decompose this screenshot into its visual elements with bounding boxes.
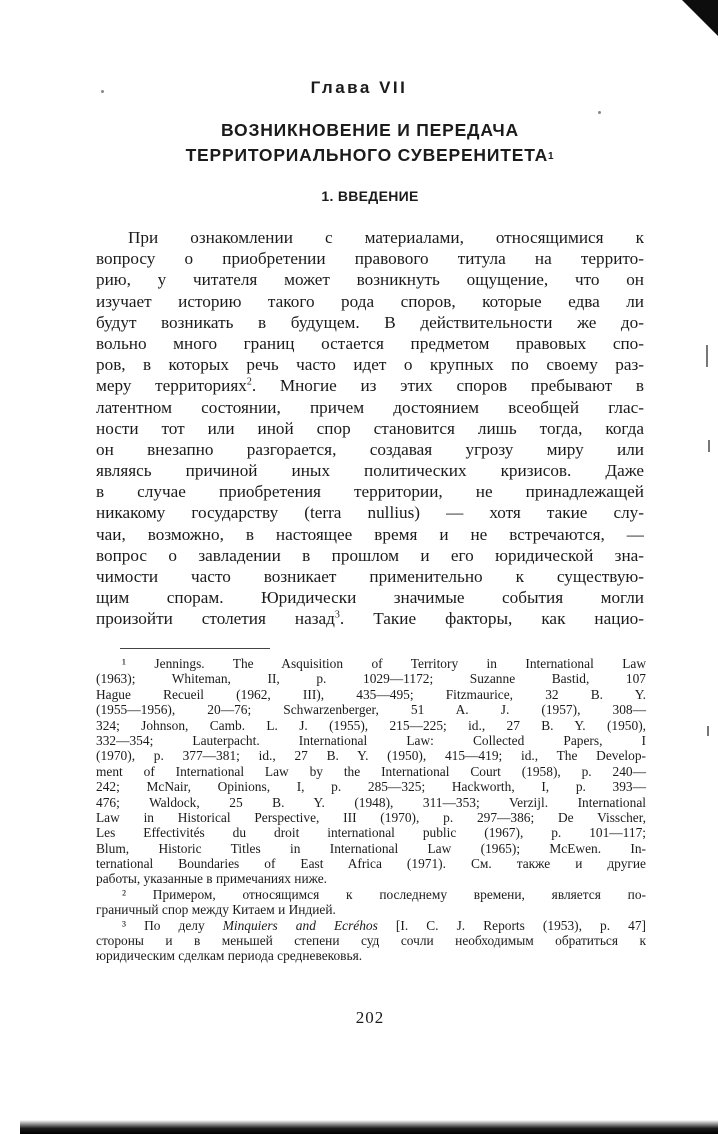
scan-corner-shadow: [682, 0, 718, 36]
scan-dust-dot: [598, 111, 601, 114]
footnote-ref-3: 3: [334, 609, 340, 621]
scan-bottom-edge: [20, 1120, 718, 1134]
body-line-with-note: [96, 608, 644, 629]
chapter-title-line-2: [0, 143, 718, 168]
footnote-3-line: [96, 918, 646, 933]
footnote-1-line: 242; McNair, Opinions, I, p. 285—325; Hackworth, I, p. 393—: [96, 779, 646, 795]
body-line: При ознакомлении с материалами, относящимися к: [128, 228, 644, 247]
scan-margin-mark: [707, 726, 709, 736]
body-line: ности тот или иной спор становится лишь тогда, когда: [96, 418, 644, 438]
body-line-text: произойти столетия назад: [96, 609, 335, 629]
body-line: чаи, возможно, в настоящее время и не встречаются, —: [96, 524, 644, 544]
body-line-tail: . Такие факторы, как нацио-: [339, 609, 644, 629]
footnote-1-line: Blum, Historic Titles in International Law (1965); McEwen. In-: [96, 840, 646, 856]
body-line: вольно много границ остается предметом правовых спо-: [96, 333, 644, 353]
footnote-3-line: стороны и в меньшей степени суд сочли необходимым обратиться к: [96, 933, 646, 949]
footnote-1-line: Law in Historical Perspective, III (1970), p. 297—386; De Visscher,: [96, 809, 646, 825]
body-line: вопросу о приобретении правового титула на террито-: [96, 249, 644, 269]
section-heading: 1. ВВЕДЕНИЕ: [321, 188, 419, 204]
body-line: являясь причиной иных политических кризисов. Даже: [96, 461, 644, 481]
footnote-3-line: юридическим сделкам периода средневековья.: [96, 948, 363, 964]
body-line: в случае приобретения территории, не принадлежащей: [96, 482, 644, 502]
footnote-1-line: работы, указанные в примечаниях ниже.: [96, 871, 328, 887]
footnote-1-line: ¹ Jennings. The Asquisition of Territory in International Law: [122, 656, 646, 671]
body-line: вопрос о завладении в прошлом и его юридической зна-: [96, 545, 644, 565]
footnote-1-line: Les Effectivités du droit international public (1967), p. 101—117;: [96, 825, 646, 841]
chapter-title-line-1: ВОЗНИКНОВЕНИЕ И ПЕРЕДАЧА: [221, 120, 519, 140]
footnote-ref-1: 1: [548, 151, 555, 162]
footnote-1-line: ment of International Law by the International Court (1958), p. 240—: [96, 763, 646, 779]
body-line: ров, в которых речь часто идет о крупных по своему раз-: [96, 355, 644, 375]
chapter-heading: Глава VII: [310, 78, 408, 97]
footnotes: [96, 656, 646, 964]
footnote-1-line: 332—354; Lauterpacht. International Law: Collected Papers, I: [96, 732, 646, 748]
footnote-ref-2: 2: [246, 376, 252, 388]
footnote-1-line: Hague Recueil (1962, III), 435—495; Fitzmaurice, 32 B. Y.: [96, 686, 646, 702]
footnote-1-line: 476; Waldock, 25 B. Y. (1948), 311—353; Verzijl. International: [96, 794, 646, 810]
footnote-1-line: (1955—1956), 20—76; Schwarzenberger, 51 A. J. (1957), 308—: [96, 702, 646, 718]
chapter-title: [0, 118, 718, 168]
body-line: чимости часто возникает применительно к существую-: [96, 567, 644, 586]
body-line: щим спорам. Юридически значимые события могли: [96, 588, 644, 608]
body-line-tail: . Многие из этих споров пребывают в: [251, 376, 644, 396]
body-line-text: меру территориях: [96, 376, 247, 396]
scan-margin-mark: [706, 345, 708, 367]
body-line-with-note: [96, 375, 644, 396]
body-line: рию, у читателя может возникнуть ощущение, что он: [96, 270, 644, 290]
scan-dust-dot: [101, 90, 104, 93]
footnote-3-prefix: ³ По делу: [122, 917, 223, 933]
body-line: изучает историю такого рода споров, которые едва ли: [96, 291, 644, 311]
footnote-separator: [120, 648, 270, 649]
body-line: латентном состоянии, причем достоянием всеобщей глас-: [96, 397, 644, 417]
footnote-2-line: граничный спор между Китаем и Индией.: [96, 902, 336, 918]
footnote-2-line: ² Примером, относящимся к последнему времени, является по-: [122, 886, 646, 902]
body-line: будут возникать в будущем. В действительности же до-: [96, 312, 644, 332]
body-paragraph: [96, 227, 644, 630]
footnote-1-line: ternational Boundaries of East Africa (1971). См. также и другие: [96, 856, 646, 872]
footnote-1-line: 324; Johnson, Camb. L. J. (1955), 215—225; id., 27 B. Y. (1950),: [96, 717, 646, 733]
footnote-3-case: Minquiers and Ecréhos: [222, 917, 378, 933]
body-line: никакому государству (terra nullius) — хотя такие слу-: [96, 503, 644, 523]
footnote-3-rest: [I. C. J. Reports (1953), p. 47]: [377, 917, 646, 933]
footnote-1-line: (1970), p. 377—381; id., 27 B. Y. (1950), 415—419; id., The Develop-: [96, 748, 646, 764]
page-number: 202: [355, 1008, 385, 1027]
body-line: он внезапно разгорается, создавая угрозу миру или: [96, 439, 644, 459]
chapter-title-line-2-text: ТЕРРИТОРИАЛЬНОГО СУВЕРЕНИТЕТА: [185, 145, 549, 165]
footnote-1-line: (1963); Whiteman, II, p. 1029—1172; Suzanne Bastid, 107: [96, 671, 646, 687]
scan-margin-mark: [708, 440, 710, 452]
